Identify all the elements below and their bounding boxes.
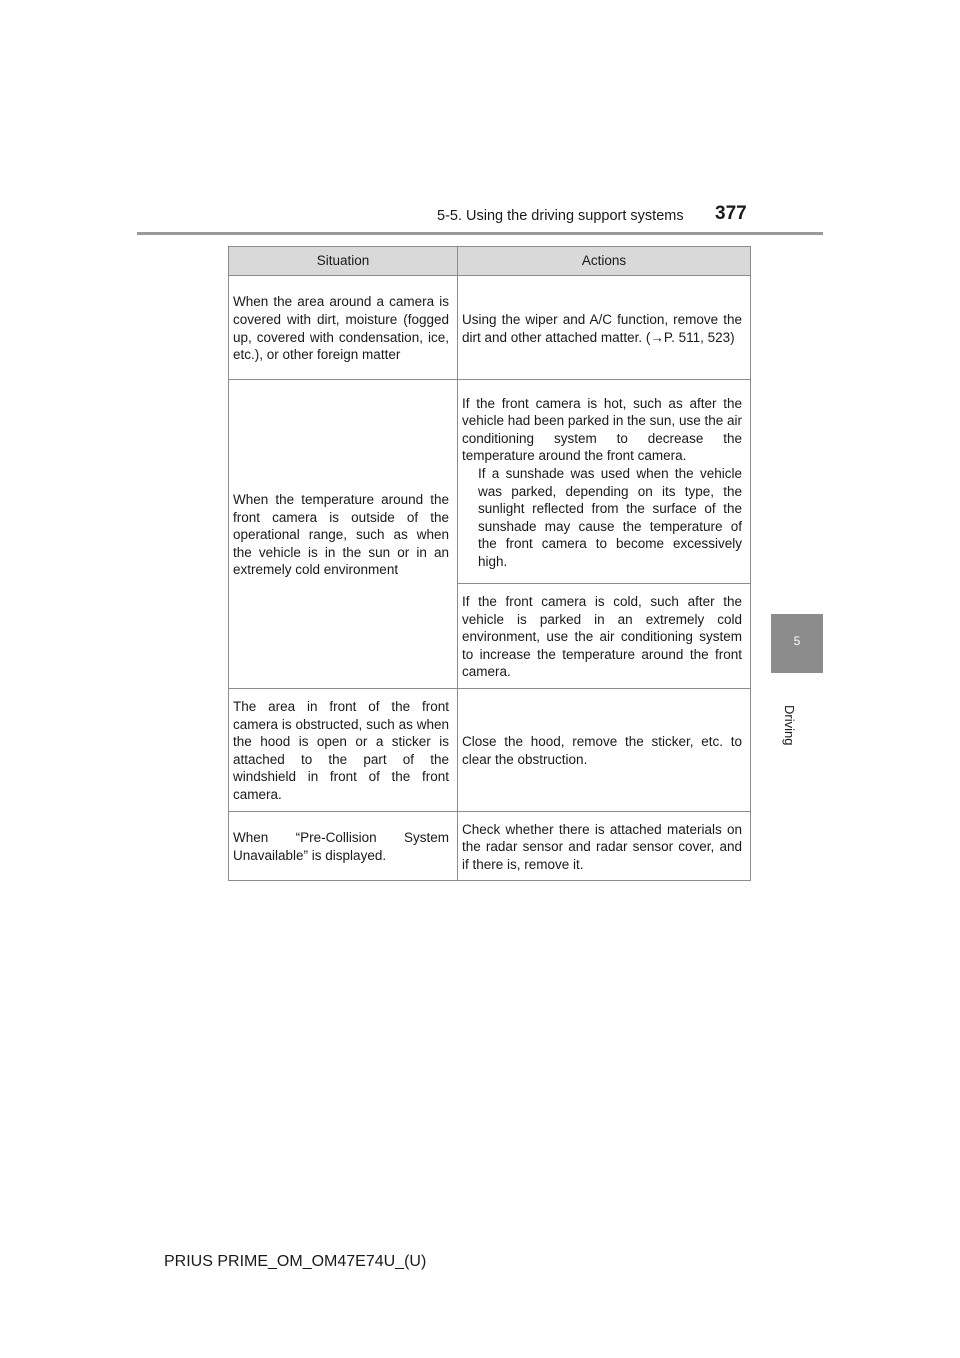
page-number: 377: [715, 203, 747, 224]
action-note: If a sunshade was used when the vehicle was parked, depending on its type, the sunlight reflected from the surface of the sunshade may cause the temperature of the front camera to become excessively high.: [478, 465, 742, 569]
situation-cell: When the temperature around the front camera is outside of the operational range, such as when the vehicle is in the sun or in an extremely cold environment: [229, 380, 458, 689]
document-footer: PRIUS PRIME_OM_OM47E74U_(U): [164, 1253, 427, 1270]
table-row: [229, 380, 751, 584]
situation-actions-table: [228, 246, 751, 881]
chapter-tab: [771, 614, 823, 673]
table-row: [229, 811, 751, 881]
action-cell: Using the wiper and A/C function, remove the dirt and other attached matter. (→P. 511, 523): [458, 276, 751, 380]
situation-cell: When the area around a camera is covered with dirt, moisture (fogged up, covered with condensation, ice, etc.), or other foreign matter: [229, 276, 458, 380]
section-header: 5-5. Using the driving support systems: [437, 208, 684, 224]
action-text: If the front camera is hot, such as after the vehicle had been parked in the sun, use the air conditioning system to decrease the temperature around the front camera.: [462, 395, 742, 464]
action-cell: If the front camera is cold, such after the vehicle is parked in an extremely cold environment, use the air conditioning system to increase the temperature around the front camera.: [458, 584, 751, 689]
action-cell: Check whether there is attached materials on the radar sensor and radar sensor cover, and if there is, remove it.: [458, 811, 751, 881]
chapter-tab-number: 5: [793, 634, 801, 648]
table-row: [229, 276, 751, 380]
column-header-actions: Actions: [458, 247, 751, 276]
table-row: [229, 688, 751, 811]
situation-cell: When “Pre-Collision System Unavailable” is displayed.: [229, 811, 458, 881]
column-header-situation: Situation: [229, 247, 458, 276]
situation-cell: The area in front of the front camera is obstructed, such as when the hood is open or a sticker is attached to the part of the windshield in front of the front camera.: [229, 688, 458, 811]
chapter-label: Driving: [782, 705, 797, 746]
header-divider: [137, 232, 823, 235]
action-cell: Close the hood, remove the sticker, etc. to clear the obstruction.: [458, 688, 751, 811]
table-header-row: [229, 247, 751, 276]
action-cell: [458, 380, 751, 584]
